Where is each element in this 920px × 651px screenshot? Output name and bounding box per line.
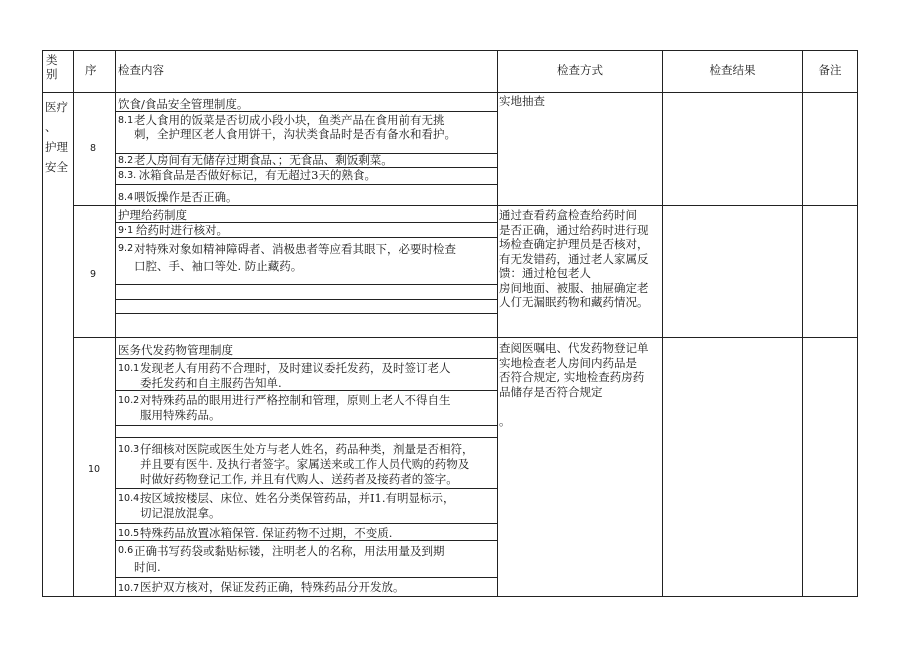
item-line xyxy=(115,437,497,438)
item-number: 9.2 xyxy=(118,243,134,254)
item-line xyxy=(115,425,497,426)
item-number: 0.6 xyxy=(118,545,134,556)
item-number: 10.1 xyxy=(118,363,140,374)
item-text: 对特殊药品的眼用进行严格控制和管理，原则上老人不得自生 服用特殊药品。 xyxy=(140,393,451,422)
item-number: 10.3 xyxy=(118,444,140,455)
item-number: 8.1 xyxy=(118,115,134,126)
item-number: 8.3. xyxy=(118,170,137,181)
section-title: 饮食/食品安全管理制度。 xyxy=(118,97,249,111)
item-line xyxy=(115,577,497,578)
item-number: 8.4 xyxy=(118,192,134,203)
item-text: 发现老人有用药不合理时，及时建议委托发药，及时签订老人 委托发药和自主服药告知单. xyxy=(140,361,451,390)
col-divider-category xyxy=(73,50,74,597)
item-text: 喂饭操作是否正确。 xyxy=(134,190,238,204)
header-category: 类 别 xyxy=(46,53,58,81)
item-line xyxy=(115,488,497,489)
item-number: 10.2 xyxy=(118,395,140,406)
header-method: 检查方式 xyxy=(557,63,603,77)
row-separator-8-9 xyxy=(73,205,858,206)
item-number: 9·1 xyxy=(118,225,134,236)
header-bottom-border xyxy=(42,92,858,93)
item-line xyxy=(115,237,497,238)
category-label: 医疗 、 护理 安全 xyxy=(45,100,68,174)
item-text: 老人房间有无储存过期食品、；无食品、剩饭剩菜。 xyxy=(134,153,393,167)
item-line xyxy=(115,540,497,541)
header-result: 检查结果 xyxy=(709,63,756,77)
header-remarks: 备注 xyxy=(818,63,842,77)
item-line xyxy=(115,358,497,359)
item-text: 老人食用的饭菜是否切成小段小块，鱼类产品在食用前有无挑 刺，全护理区老人食用饼干，沟状类食品时是否有备水和看护。 xyxy=(134,113,456,141)
header-content: 检查内容 xyxy=(118,63,164,77)
seq-number: 8 xyxy=(90,143,97,154)
section-title: 医务代发药物管理制度 xyxy=(118,343,233,357)
item-line xyxy=(115,284,497,285)
item-number: 10.4 xyxy=(118,493,140,504)
item-line xyxy=(115,111,497,112)
table-right-border xyxy=(857,50,858,597)
seq-number: 10 xyxy=(88,464,101,475)
header-seq: 序 xyxy=(85,63,97,77)
table-left-border xyxy=(42,50,43,597)
item-text: 按区域按楼层、床位、姓名分类保管药品，并I1.有明显标示， 切记混放混拿。 xyxy=(140,491,455,520)
item-text: 冰箱食品是否做好标记，有无超过3天的熟食。 xyxy=(135,168,376,182)
item-text: 正确书写药袋或黏贴标镂，注明老人的名称，用法用量及到期 时间. xyxy=(134,544,445,574)
inspection-method: 查阅医嘱电、代发药物登记单 实地检查老人房间内药品是 否符合规定, 实地检查药房药 品储存是否符合规定 。 xyxy=(499,341,649,428)
section-title: 护理给药制度 xyxy=(118,208,187,222)
table-top-border xyxy=(42,50,858,51)
inspection-method: 通过查看药盒检查给药时间 是否正确，通过给药时进行现 场检查确定护理员是否核对， 有无发错药，通过老人家属反 馈：通过枪包老人 房间地面、被服、抽屉确定老 人仃无漏眠药物和藏药情况。 xyxy=(499,208,649,309)
item-text: 医护双方核对，保证发药正确，特殊药品分开发放。 xyxy=(140,580,405,594)
item-line xyxy=(115,184,497,185)
seq-number: 9 xyxy=(90,269,97,280)
item-number: 8.2 xyxy=(118,155,134,166)
col-divider-result xyxy=(802,50,803,597)
item-number: 10.7 xyxy=(118,583,140,594)
col-divider-content xyxy=(497,50,498,597)
item-line xyxy=(115,523,497,524)
col-divider-method xyxy=(662,50,663,597)
table-bottom-border xyxy=(42,596,858,597)
col-divider-seq xyxy=(115,50,116,597)
item-number: 10.5 xyxy=(118,528,140,539)
row-separator-9-10 xyxy=(73,337,858,338)
item-line xyxy=(115,299,497,300)
item-text: 对特殊对象如精神障碍者、消极患者等应看其眼下，必要时检查 口腔、手、袖口等处. 防止藏药。 xyxy=(134,242,456,273)
item-text: 特殊药品放置冰箱保管. 保证药物不过期，不变质. xyxy=(140,526,393,540)
item-text: 仔细核对医院或医生处方与老人姓名，药品种类，剂量是否相符， 并且要有医牛. 及执行者签字。家属送来或工作人员代购的药物及 时做好药物登记工作, 并且有代购人、送药者及接药者的签字。 xyxy=(140,442,474,486)
item-text: 给药时进行核对。 xyxy=(136,223,228,237)
item-line xyxy=(115,313,497,314)
inspection-method: 实地抽查 xyxy=(499,94,545,108)
